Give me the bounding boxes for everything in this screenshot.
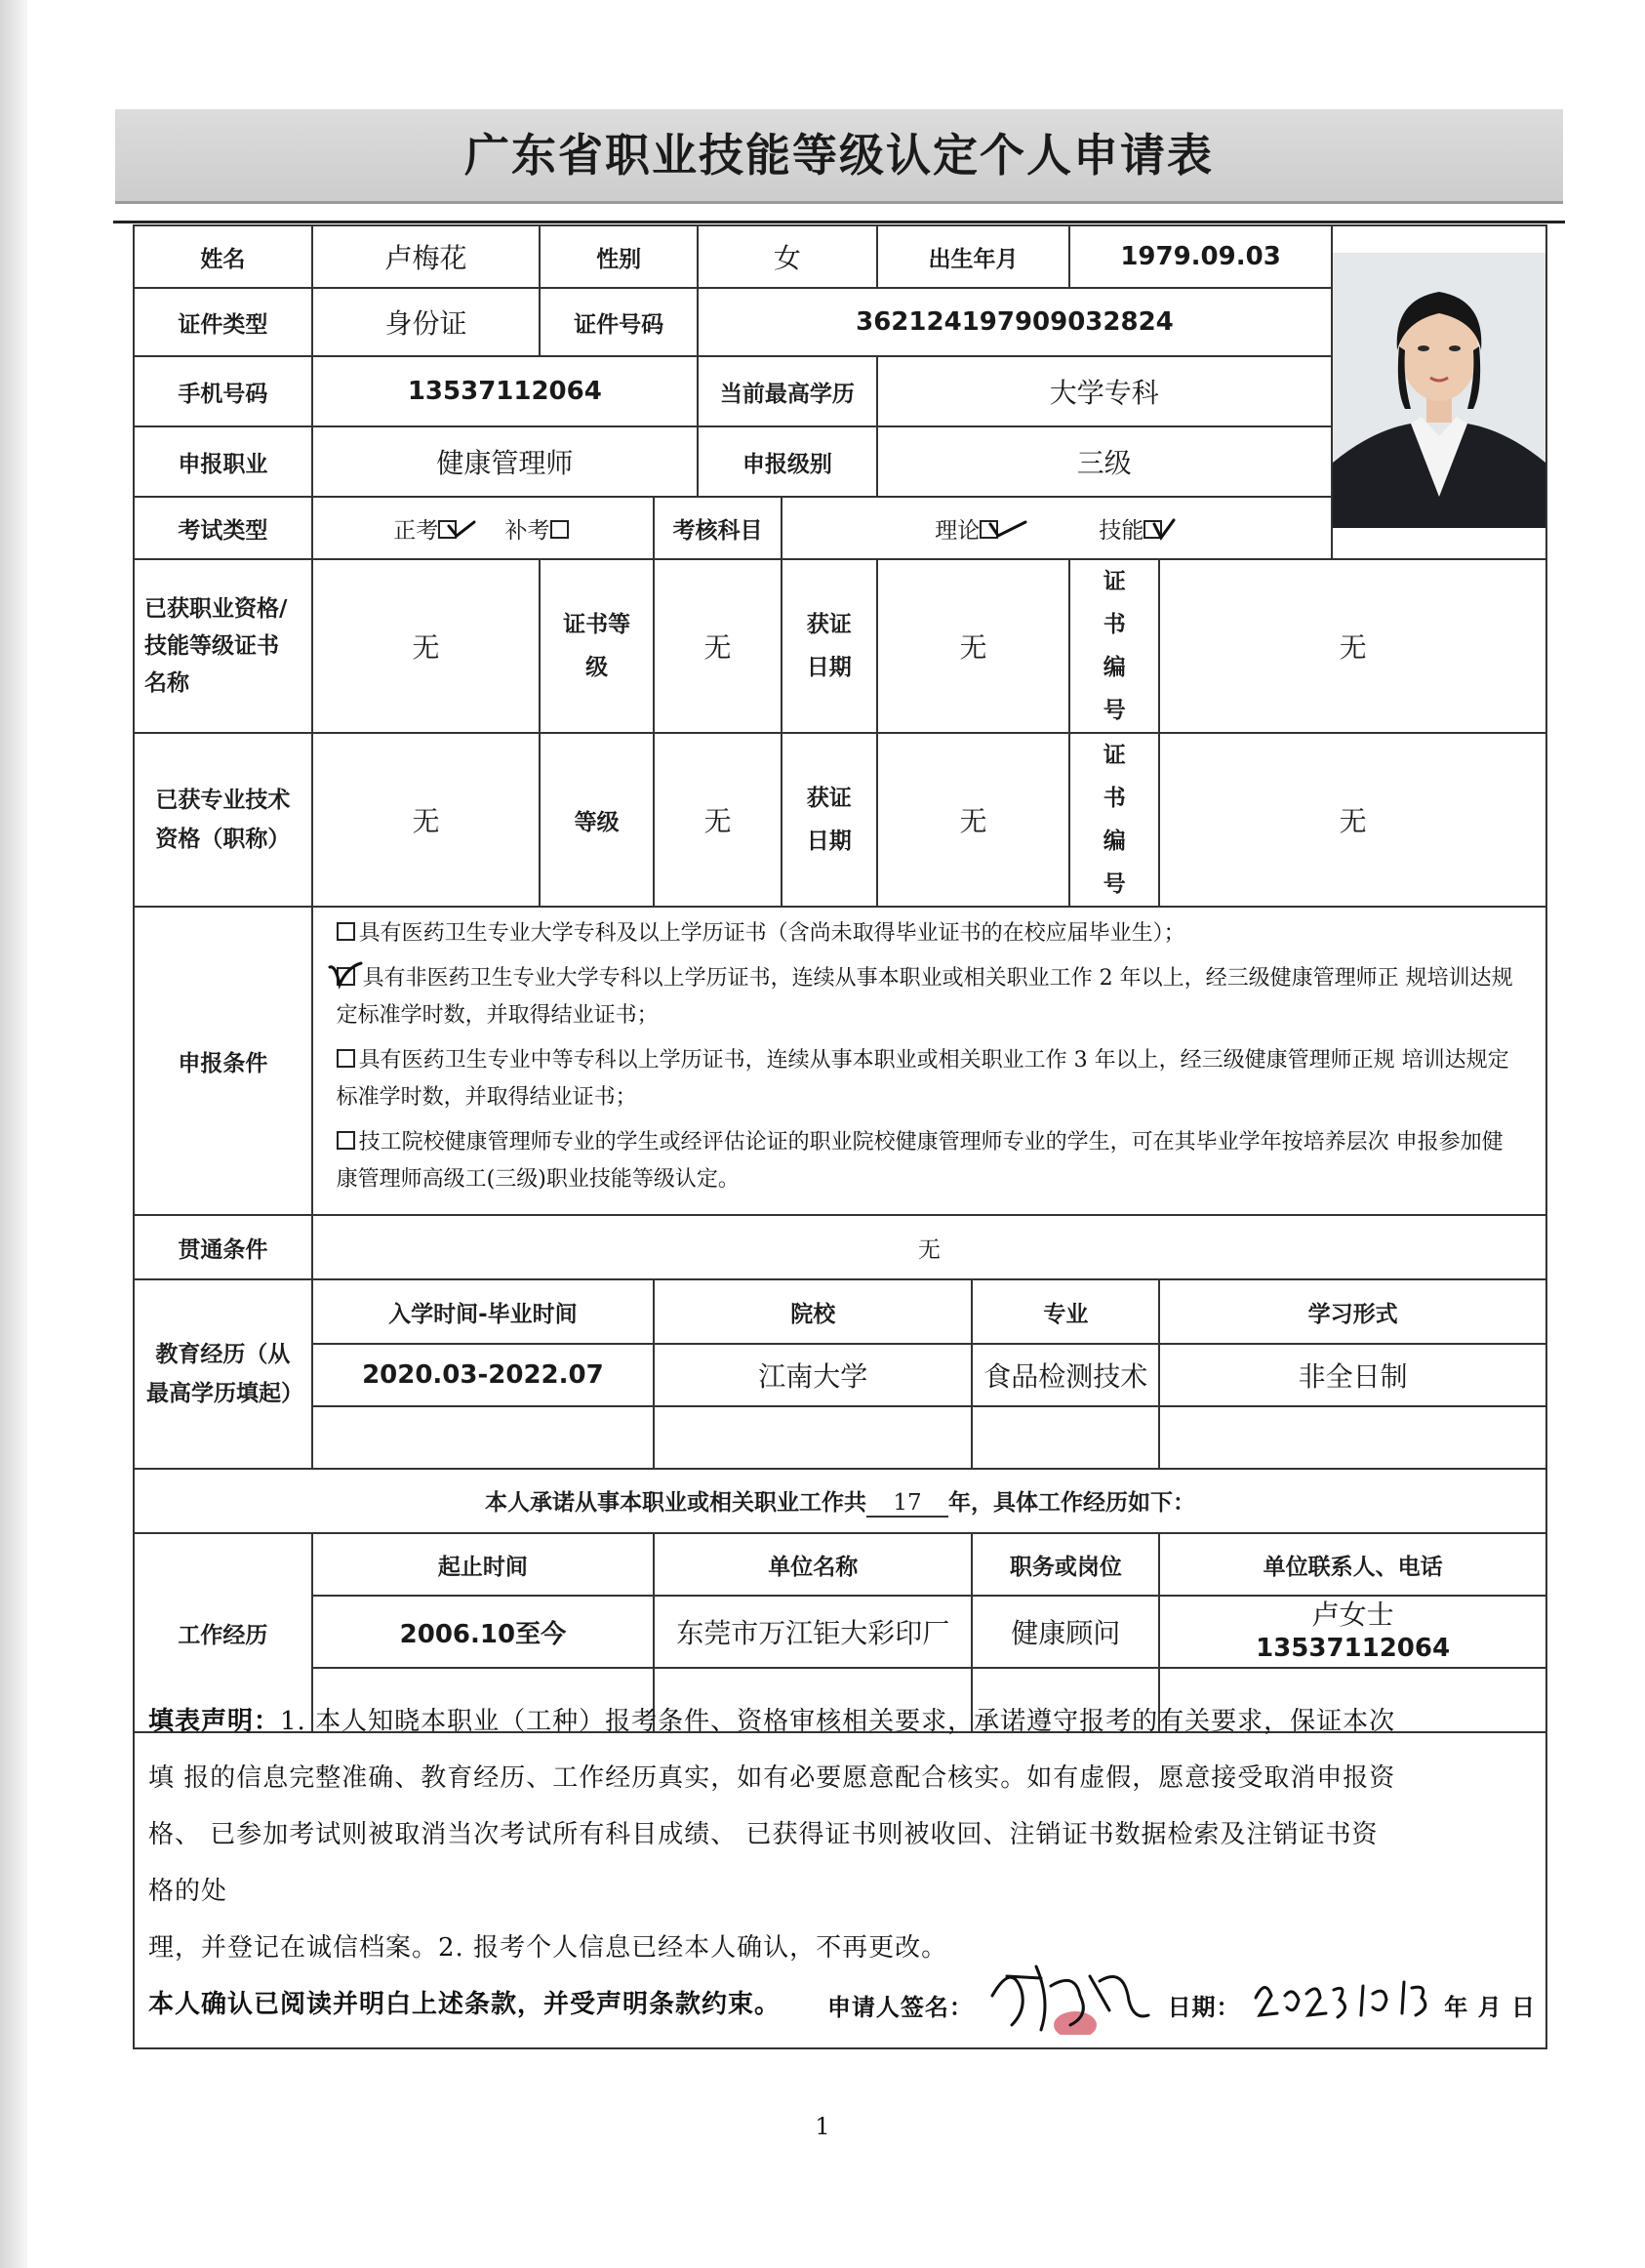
label-edu-history: 教育经历（从最高学历填起） (134, 1279, 312, 1469)
value-qual-obtain-date: 无 (877, 559, 1070, 733)
handwritten-signature (983, 1957, 1158, 2035)
applicant-photo (1332, 225, 1546, 559)
label-level: 申报级别 (698, 426, 877, 497)
edu-cell: 食品检测技术 (972, 1344, 1159, 1406)
value-birth: 1979.09.03 (1069, 225, 1332, 288)
work-commitment: 本人承诺从事本职业或相关职业工作共 17 年，具体工作经历如下： (134, 1469, 1546, 1533)
value-qual-cert-name: 无 (312, 559, 541, 733)
value-name: 卢梅花 (312, 225, 541, 288)
edu-cell: 江南大学 (654, 1344, 972, 1406)
checkbox-icon (337, 1131, 355, 1150)
value-level: 三级 (877, 426, 1332, 497)
work-header: 职务或岗位 (972, 1533, 1159, 1596)
checkbox-icon (337, 922, 355, 941)
label-birth: 出生年月 (877, 225, 1070, 288)
declaration-line: 理，并登记在诚信档案。2. 报考个人信息已经本人确认，不再更改。 (148, 1933, 948, 1963)
label-tech-obtain-date: 获证日期 (782, 733, 877, 907)
value-qual-cert-level: 无 (654, 559, 782, 733)
work-header: 单位名称 (654, 1533, 972, 1596)
value-id-type: 身份证 (312, 288, 541, 356)
value-qual-cert-no: 无 (1159, 559, 1546, 733)
handwritten-date (1250, 1968, 1435, 2027)
value-gender: 女 (698, 225, 877, 288)
date-label: 日期： (1167, 1994, 1241, 2021)
date-suffix-month: 月 (1477, 1994, 1503, 2021)
declaration-line: 填 报的信息完整准确、教育经历、工作经历真实，如有必要愿意配合核实。如有虚假，愿意接受取消申报资 (148, 1763, 1396, 1793)
subject-theory-option[interactable]: 理论 (935, 518, 1027, 544)
exam-makeup-option[interactable]: 补考 (505, 518, 573, 544)
date-suffix-day: 日 (1511, 1994, 1536, 2021)
value-education: 大学专科 (877, 356, 1332, 426)
date-suffix-year: 年 (1444, 1994, 1469, 2021)
label-id-type: 证件类型 (134, 288, 312, 356)
top-rule (113, 221, 1565, 223)
declaration-heading: 填表声明： (148, 1707, 281, 1736)
page-number: 1 (815, 2113, 830, 2140)
page-title: 广东省职业技能等级认定个人申请表 (464, 129, 1214, 182)
work-cell: 2006.10至今 (312, 1596, 654, 1668)
title-band (115, 109, 1563, 204)
portrait-image (1333, 253, 1545, 528)
label-education: 当前最高学历 (698, 356, 877, 426)
condition-item[interactable]: 具有医药卫生专业中等专科以上学历证书，连续从事本职业或相关职业工作 3 年以上，经三级健康管理师正规 培训达规定标准学时数，并取得结业证书； (336, 1048, 1509, 1110)
form-frame (133, 224, 1547, 2049)
declaration-confirm: 本人确认已阅读并明白上述条款，并受声明条款约束。 (148, 1990, 782, 2019)
label-obtain-date: 获证日期 (782, 559, 877, 733)
condition-item[interactable]: 技工院校健康管理师专业的学生或经评估论证的职业院校健康管理师专业的学生，可在其毕业学年按培养层次 申报参加健康管理师高级工(三级)职业技能等级认定。 (336, 1130, 1504, 1192)
handwritten-check-icon (1152, 518, 1178, 542)
label-gender: 性别 (540, 225, 698, 288)
edu-header: 学习形式 (1159, 1279, 1546, 1344)
exam-type-options (312, 497, 654, 559)
label-cert-no: 证书编号 (1069, 559, 1159, 733)
label-exam-type: 考试类型 (134, 497, 312, 559)
checkbox-icon (337, 1049, 355, 1068)
edu-cell-empty (654, 1406, 972, 1469)
subject-options (782, 497, 1332, 559)
application-form-table (133, 224, 1547, 1733)
work-cell: 健康顾问 (972, 1596, 1159, 1668)
checkbox-icon (550, 520, 569, 539)
label-id-number: 证件号码 (540, 288, 698, 356)
condition-item[interactable]: 具有非医药卫生专业大学专科以上学历证书，连续从事本职业或相关职业工作 2 年以上，经三级健康管理师正 规培训达规定标准学时数，并取得结业证书； (337, 960, 1522, 1034)
subject-skill-option[interactable]: 技能 (1099, 518, 1178, 544)
edu-cell: 非全日制 (1159, 1344, 1546, 1406)
handwritten-check-icon (447, 518, 476, 540)
value-id-number: 362124197909032824 (698, 288, 1332, 356)
handwritten-check-icon (988, 518, 1027, 540)
label-work-history: 工作经历 (134, 1533, 312, 1732)
work-contact-cell (1159, 1596, 1546, 1668)
edu-cell-empty (312, 1406, 654, 1469)
edu-cell-empty (1159, 1406, 1546, 1469)
label-tech-qual: 已获专业技术资格（职称） (134, 733, 312, 907)
edu-header: 入学时间-毕业时间 (312, 1279, 654, 1344)
value-tech-obtain-date: 无 (877, 733, 1070, 907)
declaration-section (133, 1676, 1547, 2049)
declaration-line: 格、 已参加考试则被取消当次考试所有科目成绩、 已获得证书则被收回、注销证书数据检索及注销证书资 (148, 1820, 1379, 1849)
label-occupation: 申报职业 (134, 426, 312, 497)
sign-label: 申请人签名： (826, 1994, 974, 2021)
value-tech-cert-no: 无 (1159, 733, 1546, 907)
label-through: 贯通条件 (134, 1215, 312, 1279)
value-tech-name: 无 (312, 733, 541, 907)
value-tech-level: 无 (654, 733, 782, 907)
value-occupation: 健康管理师 (312, 426, 698, 497)
edu-cell-empty (972, 1406, 1159, 1469)
work-cell: 东莞市万江钜大彩印厂 (654, 1596, 972, 1668)
work-contact-name: 卢女士 (1311, 1599, 1394, 1631)
declaration-line: 填表声明：1. 本人知晓本职业（工种）报考条件、资格审核相关要求，承诺遵守报考的有关要求，保证本次 (148, 1707, 1396, 1736)
label-tech-level: 等级 (540, 733, 654, 907)
declaration-line: 格的处 (148, 1877, 228, 1906)
exam-normal-option[interactable]: 正考 (393, 518, 476, 544)
signature-row (827, 1957, 1536, 2036)
value-through: 无 (312, 1215, 1546, 1279)
label-phone: 手机号码 (134, 356, 312, 426)
scan-edge (0, 0, 27, 2268)
work-header: 单位联系人、电话 (1159, 1533, 1546, 1596)
edu-cell: 2020.03-2022.07 (312, 1344, 654, 1406)
work-header: 起止时间 (312, 1533, 654, 1596)
edu-header: 院校 (654, 1279, 972, 1344)
edu-header: 专业 (972, 1279, 1159, 1344)
label-subjects: 考核科目 (654, 497, 782, 559)
label-tech-cert-no: 证书编号 (1069, 733, 1159, 907)
label-name: 姓名 (134, 225, 312, 288)
label-conditions: 申报条件 (134, 907, 312, 1215)
handwritten-check-icon (328, 961, 363, 991)
conditions-list (312, 907, 1546, 1215)
work-contact-phone: 13537112064 (1256, 1634, 1451, 1663)
label-cert-level: 证书等级 (540, 559, 654, 733)
value-phone: 13537112064 (312, 356, 698, 426)
condition-item[interactable]: 具有医药卫生专业大学专科及以上学历证书（含尚未取得毕业证书的在校应届毕业生）； (337, 915, 1522, 952)
label-qual-cert: 已获职业资格/技能等级证书名称 (134, 559, 312, 733)
commitment-years: 17 (866, 1490, 948, 1518)
